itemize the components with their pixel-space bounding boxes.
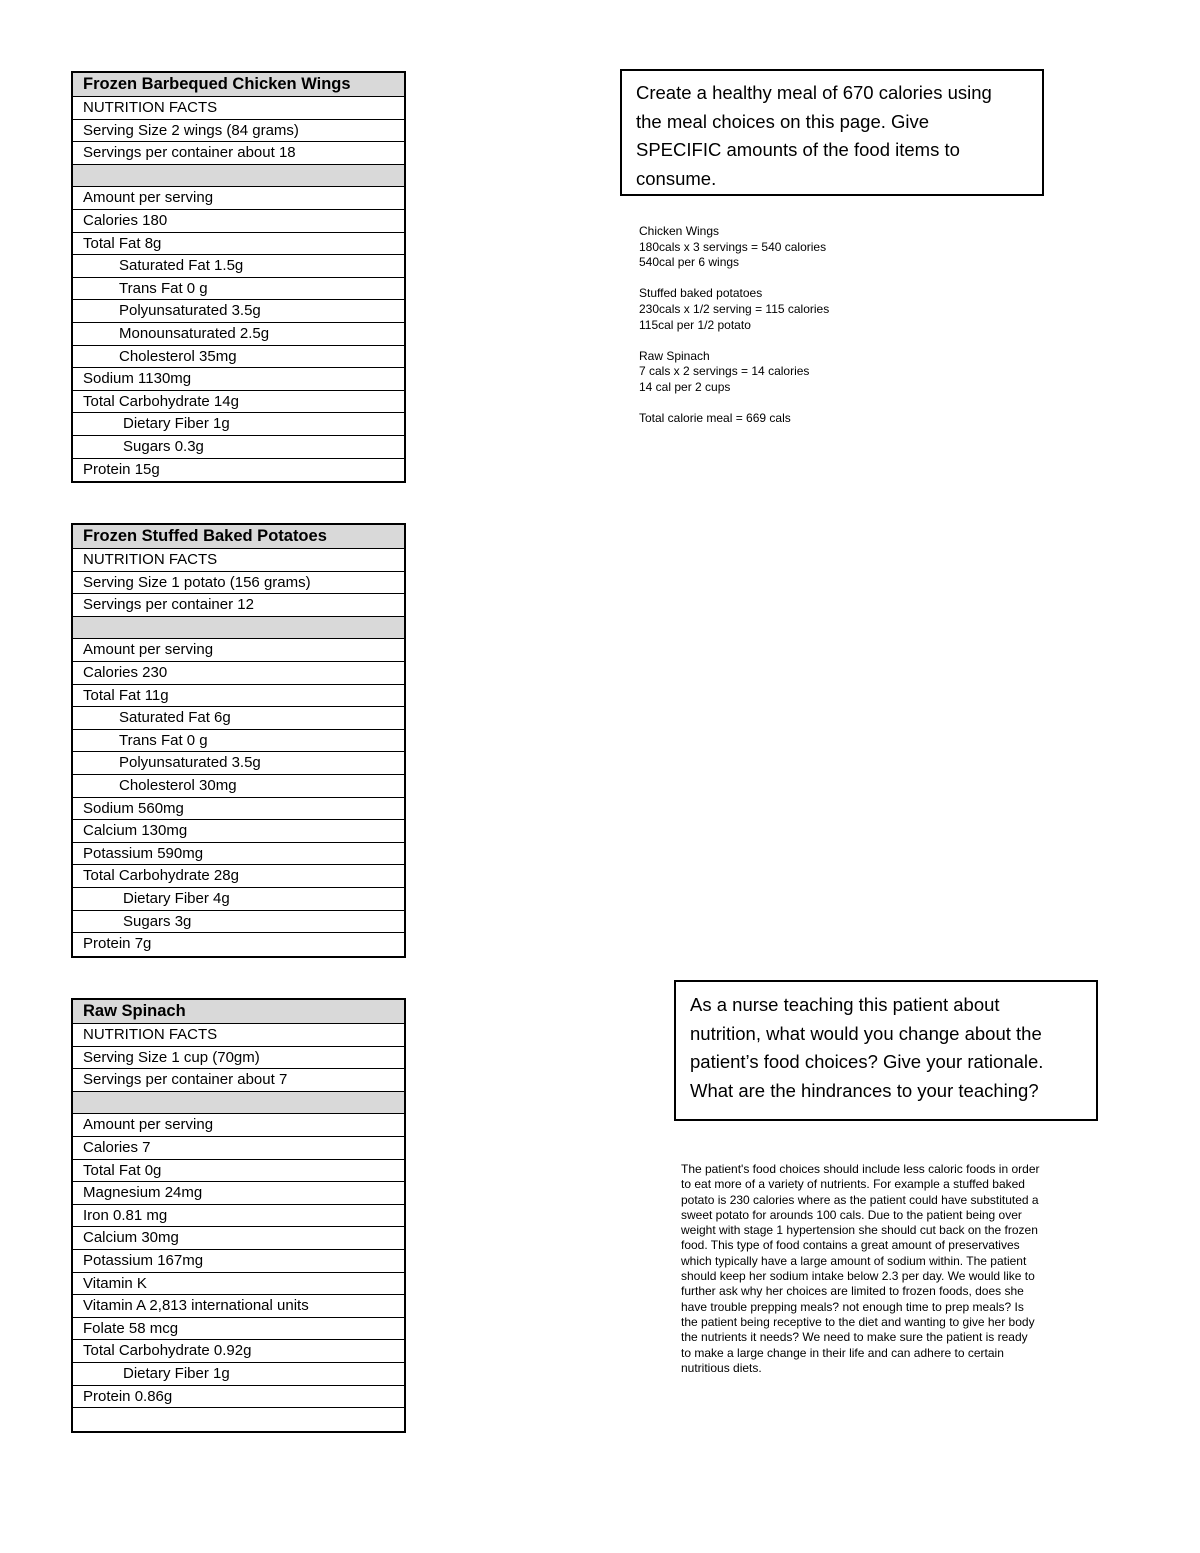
answer-line: the nutrients it needs? We need to make sure the patient is ready xyxy=(681,1330,1028,1345)
answer-line: 230cals x 1/2 serving = 115 calories xyxy=(639,301,830,316)
table-row: Servings per container about 7 xyxy=(73,1069,404,1092)
table-row: Potassium 167mg xyxy=(73,1250,404,1273)
answer-line: 540cal per 6 wings xyxy=(639,255,740,270)
question-line: consume. xyxy=(636,167,717,189)
table-row: Calcium 130mg xyxy=(73,820,404,843)
question-line: patient’s food choices? Give your rationale. xyxy=(690,1051,1044,1072)
nutrition-table-chicken-wings xyxy=(71,71,406,483)
nutrition-table-raw-spinach xyxy=(71,998,406,1433)
answer-line: should keep her sodium intake below 2.3 per day. We would like to xyxy=(681,1269,1035,1284)
table-row: Serving Size 2 wings (84 grams) xyxy=(73,120,404,143)
table-row: Serving Size 1 cup (70gm) xyxy=(73,1047,404,1070)
question-line: What are the hindrances to your teaching? xyxy=(690,1079,1039,1101)
answer-line: sweet potato for arounds 100 cals. Due to the patient being over xyxy=(681,1207,1022,1222)
table-row: Trans Fat 0 g xyxy=(73,278,404,301)
table-title: Raw Spinach xyxy=(73,1000,404,1024)
answer-line: Stuffed baked potatoes xyxy=(639,286,763,301)
answer-line: have trouble prepping meals? not enough time to prep meals? Is xyxy=(681,1299,1024,1314)
answer-line: to make a large change in their life and can adhere to certain xyxy=(681,1345,1004,1360)
answer-line: nutritious diets. xyxy=(681,1360,762,1375)
table-row: Polyunsaturated 3.5g xyxy=(73,752,404,775)
table-row: Calories 7 xyxy=(73,1137,404,1160)
table-title: Frozen Barbequed Chicken Wings xyxy=(73,73,404,97)
answer-line: 115cal per 1/2 potato xyxy=(639,317,751,332)
table-row: Servings per container 12 xyxy=(73,594,404,617)
answer-line: 14 cal per 2 cups xyxy=(639,379,731,394)
answer-line: the patient being receptive to the diet and wanting to give her body xyxy=(681,1314,1035,1329)
table-row: NUTRITION FACTS xyxy=(73,1024,404,1047)
question-box-meal-plan xyxy=(620,69,1044,196)
table-row: Protein 7g xyxy=(83,935,152,953)
question-line: As a nurse teaching this patient about xyxy=(690,994,1000,1015)
question-line: SPECIFIC amounts of the food items to xyxy=(636,139,960,160)
answer-line: further ask why her choices are limited to frozen foods, does she xyxy=(681,1284,1024,1299)
table-row: Saturated Fat 1.5g xyxy=(73,255,404,278)
table-row-blank xyxy=(73,1408,404,1431)
table-row: Amount per serving xyxy=(73,639,404,662)
answer-line: 7 cals x 2 servings = 14 calories xyxy=(639,364,810,379)
question-line: nutrition, what would you change about the xyxy=(690,1022,1042,1044)
table-row: Amount per serving xyxy=(73,1114,404,1137)
table-row: Calories 180 xyxy=(73,210,404,233)
answer-line: food. This type of food contains a great amount of preservatives xyxy=(681,1238,1020,1253)
table-row-blank xyxy=(73,1092,404,1115)
answer-line: weight with stage 1 hypertension she should cut back on the frozen xyxy=(681,1223,1038,1238)
table-row: Monounsaturated 2.5g xyxy=(73,323,404,346)
answer-line: potato is 230 calories where as the patient could have substituted a xyxy=(681,1192,1039,1207)
table-row: Amount per serving xyxy=(73,187,404,210)
answer-line: Raw Spinach xyxy=(639,348,710,363)
question-line: Create a healthy meal of 670 calories using xyxy=(636,82,992,103)
table-row: Vitamin A 2,813 international units xyxy=(73,1295,404,1318)
table-row: Dietary Fiber 1g xyxy=(73,413,404,436)
answer-line: Chicken Wings xyxy=(639,224,720,238)
table-row-blank xyxy=(73,165,404,188)
table-row: Trans Fat 0 g xyxy=(73,730,404,753)
table-row: Sugars 3g xyxy=(73,911,404,934)
table-row: Serving Size 1 potato (156 grams) xyxy=(73,572,404,595)
table-row: Sodium 560mg xyxy=(73,798,404,821)
table-row: Iron 0.81 mg xyxy=(73,1205,404,1228)
table-row: Total Fat 11g xyxy=(73,685,404,708)
table-row: Dietary Fiber 4g xyxy=(73,888,404,911)
table-row: Magnesium 24mg xyxy=(73,1182,404,1205)
answer-line: which typically have a large amount of sodium within. The patient xyxy=(681,1253,1027,1268)
table-row: Servings per container about 18 xyxy=(73,142,404,165)
table-title: Frozen Stuffed Baked Potatoes xyxy=(73,525,404,549)
table-row: Protein 15g xyxy=(83,460,160,478)
answer-total: Total calorie meal = 669 cals xyxy=(639,411,791,426)
table-row: Dietary Fiber 1g xyxy=(73,1363,404,1386)
table-row: NUTRITION FACTS xyxy=(73,97,404,120)
answer-meal-plan xyxy=(639,224,939,427)
nutrition-table-stuffed-potatoes xyxy=(71,523,406,958)
table-row: Protein 0.86g xyxy=(73,1386,404,1409)
table-row: Cholesterol 35mg xyxy=(73,346,404,369)
table-row-blank xyxy=(73,617,404,640)
table-row: Folate 58 mcg xyxy=(73,1318,404,1341)
table-row: Sugars 0.3g xyxy=(73,436,404,459)
table-row: Total Fat 8g xyxy=(73,233,404,256)
table-row: Sodium 1130mg xyxy=(73,368,404,391)
question-line: the meal choices on this page. Give xyxy=(636,110,930,132)
table-row: Total Carbohydrate 0.92g xyxy=(73,1340,404,1363)
table-row: Vitamin K xyxy=(73,1273,404,1296)
table-row: Saturated Fat 6g xyxy=(73,707,404,730)
table-row: Total Carbohydrate 14g xyxy=(73,391,404,414)
answer-line: The patient's food choices should include less caloric foods in order xyxy=(681,1162,1040,1176)
table-row: Cholesterol 30mg xyxy=(73,775,404,798)
table-row: Total Carbohydrate 28g xyxy=(73,865,404,888)
table-row: Potassium 590mg xyxy=(73,843,404,866)
answer-line: to eat more of a variety of nutrients. For example a stuffed baked xyxy=(681,1177,1025,1192)
answer-line: 180cals x 3 servings = 540 calories xyxy=(639,239,827,254)
table-row: NUTRITION FACTS xyxy=(73,549,404,572)
table-row: Polyunsaturated 3.5g xyxy=(73,300,404,323)
question-box-nurse-teaching xyxy=(674,980,1098,1121)
answer-nurse-teaching xyxy=(681,1162,1081,1376)
table-row: Calcium 30mg xyxy=(73,1227,404,1250)
table-row: Calories 230 xyxy=(73,662,404,685)
table-row: Total Fat 0g xyxy=(73,1160,404,1183)
